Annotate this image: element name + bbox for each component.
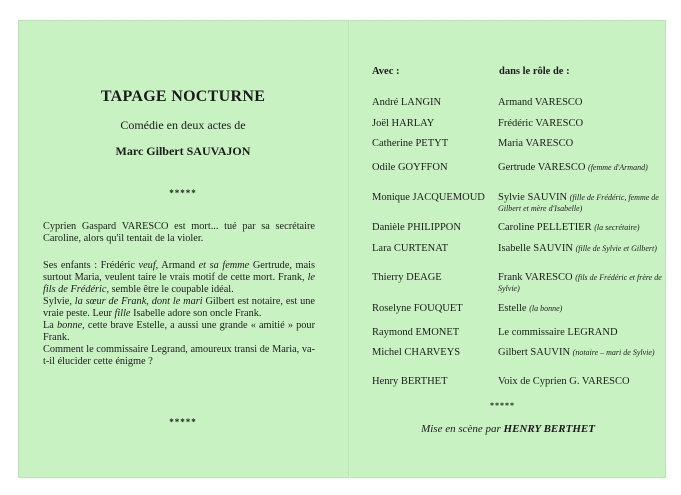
cast-role-name: Estelle — [498, 303, 527, 314]
cast-actor: Michel CHARVEYS — [372, 347, 461, 358]
synopsis-text-run: et sa femme — [198, 260, 250, 271]
cast-role-name: Gilbert SAUVIN — [498, 347, 571, 358]
synopsis-paragraph-1: Cyprien Gaspard VARESCO est mort... tué par sa secrétaire Caroline, alors qu'il tentait de la violer. — [43, 221, 315, 244]
separator-stars-bottom: ***** — [169, 417, 197, 427]
cast-actor: André LANGIN — [372, 97, 442, 108]
director-name: HENRY BERTHET — [503, 423, 595, 435]
cast-role — [498, 272, 663, 294]
left-page — [18, 20, 348, 478]
cast-role — [498, 303, 663, 314]
cast-role — [498, 162, 663, 173]
play-title: TAPAGE NOCTURNE — [100, 88, 266, 105]
cast-role-note: (femme d'Armand) — [588, 163, 648, 172]
cast-role-name: Caroline PELLETIER — [498, 222, 592, 233]
director-credit — [350, 423, 666, 435]
cast-role — [498, 222, 663, 233]
separator-stars: ***** — [169, 188, 197, 198]
cast-role — [498, 118, 663, 129]
synopsis-text-run: Sylvie, — [43, 296, 75, 307]
synopsis-paragraph-2 — [43, 260, 315, 344]
synopsis-text-run: la sœur de Frank, dont le mari — [74, 296, 203, 307]
cast-role — [498, 138, 663, 149]
synopsis-text-run: bonne, — [57, 320, 85, 331]
cast-role-name: Frank VARESCO — [498, 272, 573, 283]
cast-header-actor: Avec : — [372, 66, 400, 77]
synopsis-text-run: Ses enfants : Frédéric — [43, 260, 139, 271]
cast-role-name: Le commissaire LEGRAND — [498, 327, 618, 338]
cast-role-name: Maria VARESCO — [498, 138, 574, 149]
cast-actor: Danièle PHILIPPON — [372, 222, 461, 233]
cast-actor: Raymond EMONET — [372, 327, 460, 338]
cast-role — [498, 243, 663, 254]
cast-role-note: (notaire – mari de Sylvie) — [572, 348, 655, 357]
cast-header-role: dans le rôle de : — [499, 66, 570, 77]
cast-actor: Catherine PETYT — [372, 138, 449, 149]
synopsis-paragraph-3: Comment le commissaire Legrand, amoureux transi de Maria, va-t-il élucider cette énigme ? — [43, 344, 315, 367]
cast-actor: Henry BERTHET — [372, 376, 448, 387]
cast-role-name: Sylvie SAUVIN — [498, 192, 568, 203]
play-author: Marc Gilbert SAUVAJON — [115, 144, 251, 158]
cast-actor: Roselyne FOUQUET — [372, 303, 463, 314]
cast-role-name: Voix de Cyprien G. VARESCO — [498, 376, 630, 387]
cast-role-name: Isabelle SAUVIN — [498, 243, 573, 254]
cast-actor: Thierry DEAGE — [372, 272, 442, 283]
synopsis-text-run: veuf, — [138, 260, 159, 271]
synopsis-text-run: Gertrude, mais surtout Maria, veulent taire le vrais motif de cette mort. Frank, — [43, 260, 316, 283]
cast-role — [498, 97, 663, 108]
cast-role — [498, 347, 663, 358]
cast-actor: Odile GOYFFON — [372, 162, 448, 173]
director-prefix: Mise en scène par — [421, 423, 501, 435]
cast-role-note: (fille de Frédéric, femme de Gilbert et mère d'Isabelle) — [498, 193, 659, 213]
play-subtitle: Comédie en deux actes de — [120, 118, 246, 132]
synopsis-text-run: La — [43, 320, 57, 331]
synopsis-text-run: semble être le coupable idéal. — [109, 284, 234, 295]
program-sheet — [18, 20, 666, 478]
cast-role — [498, 327, 663, 338]
cast-actor: Lara CURTENAT — [372, 243, 449, 254]
synopsis-text-run: fille — [114, 308, 131, 319]
cast-role-note: (fille de Sylvie et Gilbert) — [575, 244, 657, 253]
synopsis-text-run: Isabelle adore son oncle Frank. — [130, 308, 262, 319]
cast-role-note: (fils de Frédéric et frère de Sylvie) — [498, 273, 662, 293]
separator-stars-cast: ***** — [490, 401, 515, 410]
right-page — [350, 20, 666, 478]
cast-role — [498, 376, 663, 387]
synopsis-text-run: le fils de Frédéric, — [43, 272, 315, 295]
cast-role-name: Gertrude VARESCO — [498, 162, 586, 173]
cast-role-name: Armand VARESCO — [498, 97, 583, 108]
synopsis-text-run: Gilbert est notaire, est une vraie peste. Leur — [43, 296, 316, 319]
cast-actor: Joël HARLAY — [372, 118, 435, 129]
cast-role-name: Frédéric VARESCO — [498, 118, 584, 129]
cast-role-note: (la secrétaire) — [594, 223, 640, 232]
cast-actor: Monique JACQUEMOUD — [372, 192, 485, 203]
cast-role-note: (la bonne) — [529, 304, 563, 313]
synopsis-text-run: Armand — [158, 260, 199, 271]
cast-role — [498, 192, 663, 214]
synopsis-text-run: cette brave Estelle, a aussi une grande « amitié » pour Frank. — [43, 320, 315, 343]
